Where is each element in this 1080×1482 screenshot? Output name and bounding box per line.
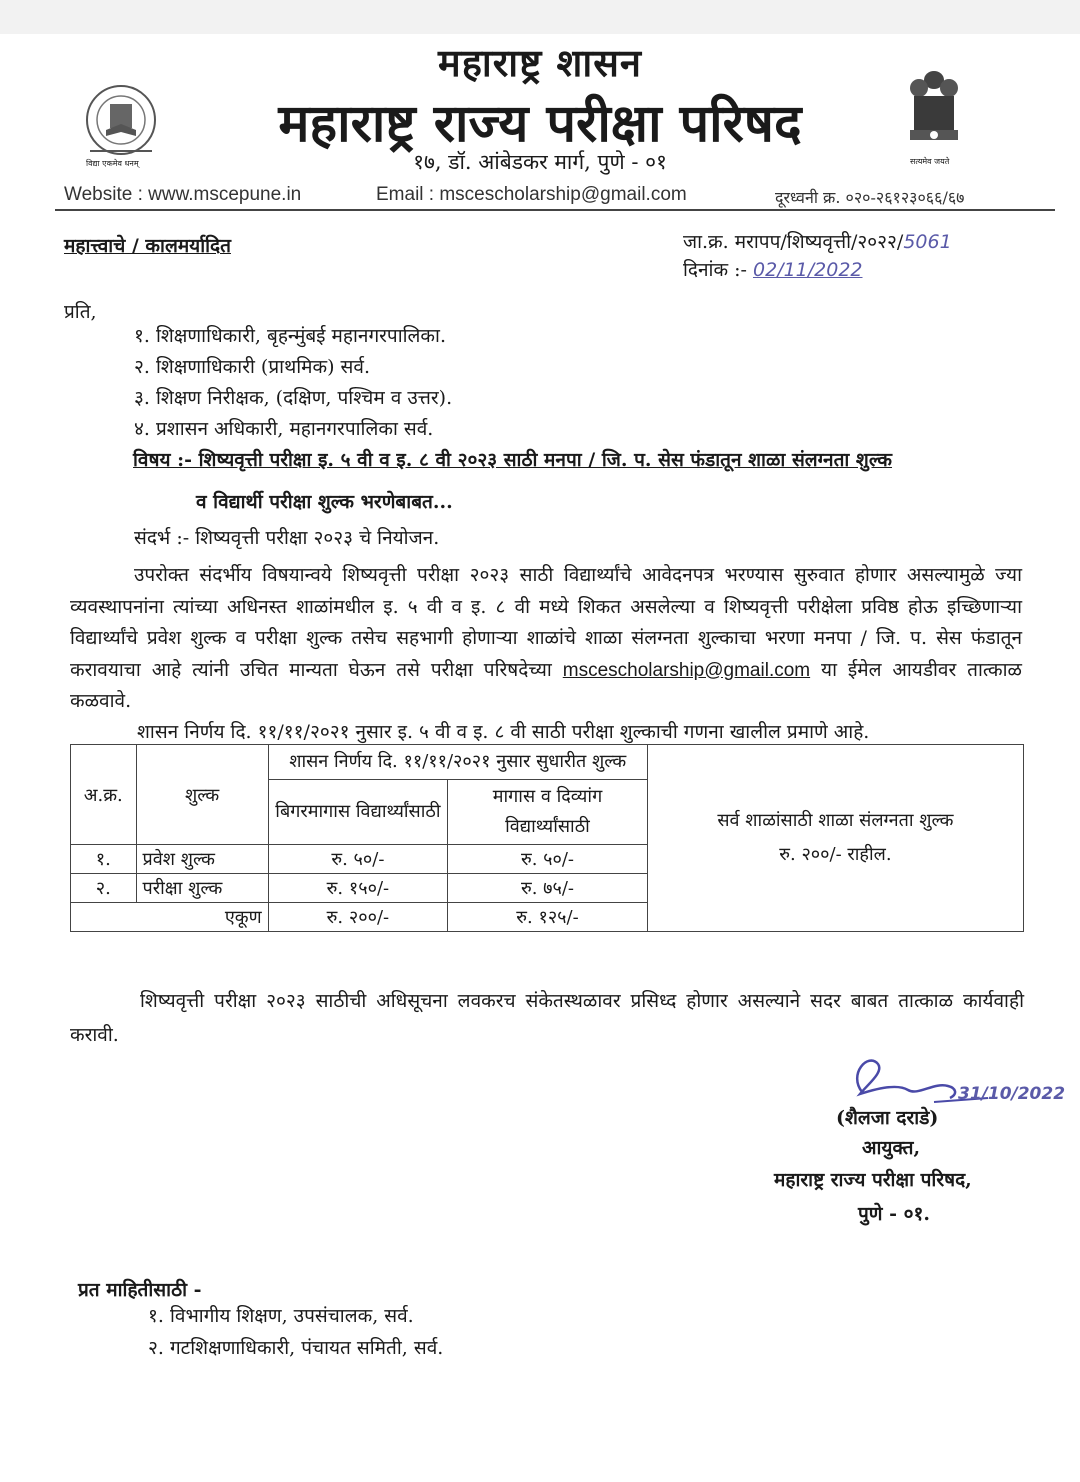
body-text: उपरोक्त संदर्भीय विषयान्वये शिष्यवृत्ती परीक्षा २०२३ साठी विद्यार्थ्यांचे आवेदनपत्र भरण्यास सुरुवात होणार असल्यामुळे ज्या व्यवस्थापनांना त्यांच्या अधिनस्त शाळांमधील इ. ५ वी व इ. ८ वी मध्ये शिकत असलेल्या व शिष्यवृत्ती परीक्षेला प्रविष्ठ होऊ इच्छिणाऱ्या विद्यार्थ्यांचे प्रवेश शुल्क व परीक्षा शुल्क तसेच सहभागी होणाऱ्या शाळांचे शाळा संलग्नता शुल्काचा भरणा मनपा / जि. प. सेस फंडातून करावयाचा आहे त्यांनी उचित मान्यता घेऊन तसे परीक्षा परिषदेच्या bbox=[70, 564, 1022, 681]
copy-item: १. विभागीय शिक्षण, उपसंचालक, सर्व. bbox=[148, 1305, 414, 1327]
copy-to-label: प्रत माहितीसाठी - bbox=[78, 1279, 202, 1301]
header-reserved-category: मागास व दिव्यांग विद्यार्थ्यांसाठी bbox=[448, 780, 648, 845]
subject-line: विषय :- शिष्यवृत्ती परीक्षा इ. ५ वी व इ. ८ वी २०२३ साठी मनपा / जि. प. सेस फंडातून शाळा संलग्नता शुल्क bbox=[133, 449, 893, 471]
row-reserved: रु. ७५/- bbox=[448, 874, 648, 903]
phone-text: दूरध्वनी क्र. ०२०-२६१२३०६६/६७ bbox=[775, 188, 965, 207]
top-band bbox=[0, 0, 1080, 34]
signatory-city: पुणे - ०१. bbox=[858, 1203, 931, 1225]
copy-item: २. गटशिक्षणाधिकारी, पंचायत समिती, सर्व. bbox=[148, 1337, 444, 1359]
total-open: रु. २००/- bbox=[268, 903, 448, 932]
government-title: महाराष्ट्र शासन bbox=[437, 41, 642, 85]
subject-line-continued: व विद्यार्थी परीक्षा शुल्क भरणेबाबत... bbox=[196, 491, 453, 513]
row-sr: २. bbox=[71, 874, 137, 903]
header-fee: शुल्क bbox=[136, 745, 268, 845]
reference-number bbox=[683, 228, 952, 254]
total-label: एकूण bbox=[71, 903, 269, 932]
row-fee: परीक्षा शुल्क bbox=[136, 874, 268, 903]
date-label: दिनांक :- bbox=[683, 259, 747, 281]
header-revised-fee: शासन निर्णय दि. ११/११/२०२१ नुसार सुधारीत शुल्क bbox=[268, 745, 647, 780]
reference-line: संदर्भ :- शिष्यवृत्ती परीक्षा २०२३ चे नियोजन. bbox=[134, 527, 440, 549]
fee-table bbox=[70, 744, 1024, 932]
gr-line: शासन निर्णय दि. ११/११/२०२१ नुसार इ. ५ वी व इ. ८ वी साठी परीक्षा शुल्काची गणना खालील प्रमाणे आहे. bbox=[137, 721, 870, 743]
signatory-organization: महाराष्ट्र राज्य परीक्षा परिषद, bbox=[774, 1169, 972, 1191]
recipient-item: १. शिक्षणाधिकारी, बृहन्मुंबई महानगरपालिका. bbox=[134, 325, 446, 347]
school-affiliation-fee bbox=[647, 745, 1023, 932]
council-title: महाराष्ट्र राज्य परीक्षा परिषद bbox=[278, 94, 802, 154]
row-open: रु. १५०/- bbox=[268, 874, 448, 903]
council-logo-caption: विद्या एकमेव धनम् bbox=[86, 159, 139, 168]
letter-date bbox=[683, 256, 863, 282]
recipient-item: ३. शिक्षण निरीक्षक, (दक्षिण, पश्चिम व उत्तर). bbox=[134, 387, 453, 409]
to-label: प्रति, bbox=[64, 301, 97, 323]
total-reserved: रु. १२५/- bbox=[448, 903, 648, 932]
body-paragraph bbox=[70, 560, 1022, 718]
signature-date: 31/10/2022 bbox=[958, 1084, 1066, 1104]
school-fee-line: सर्व शाळांसाठी शाळा संलग्नता शुल्क bbox=[717, 810, 954, 831]
body-text-end: या ईमेल आयडीवर तात्काळ कळवावे. bbox=[70, 658, 1022, 712]
email-text: Email : mscescholarship@gmail.com bbox=[376, 184, 687, 205]
emblem-caption: सत्यमेव जयते bbox=[910, 157, 950, 166]
date-handwritten: 02/11/2022 bbox=[752, 259, 863, 281]
reference-handwritten: 5061 bbox=[903, 231, 952, 253]
signatory-name: (शैलजा दराडे) bbox=[836, 1107, 939, 1129]
header-divider bbox=[55, 209, 1055, 211]
council-address: १७, डॉ. आंबेडकर मार्ग, पुणे - ०१ bbox=[413, 150, 667, 174]
row-reserved: रु. ५०/- bbox=[448, 845, 648, 874]
urgency-label: महात्त्वाचे / कालमर्यादित bbox=[64, 235, 231, 257]
row-open: रु. ५०/- bbox=[268, 845, 448, 874]
website-text: Website : www.mscepune.in bbox=[64, 184, 302, 205]
recipient-item: ४. प्रशासन अधिकारी, महानगरपालिका सर्व. bbox=[134, 418, 434, 440]
closing-text: शिष्यवृत्ती परीक्षा २०२३ साठीची अधिसूचना लवकरच संकेतस्थळावर प्रसिध्द होणार असल्याने सदर बाबत तात्काळ कार्यवाही करावी. bbox=[70, 990, 1024, 1046]
recipient-item: २. शिक्षणाधिकारी (प्राथमिक) सर्व. bbox=[134, 356, 370, 378]
email-link[interactable]: mscescholarship@gmail.com bbox=[562, 659, 811, 681]
reference-label: जा.क्र. मरापप/शिष्यवृत्ती/२०२२/ bbox=[683, 231, 904, 253]
header-sr: अ.क्र. bbox=[71, 745, 137, 845]
header-open-category: बिगरमागास विद्यार्थ्यांसाठी bbox=[268, 780, 448, 845]
row-fee: प्रवेश शुल्क bbox=[136, 845, 268, 874]
row-sr: १. bbox=[71, 845, 137, 874]
closing-paragraph bbox=[70, 984, 1024, 1052]
signatory-title: आयुक्त, bbox=[862, 1137, 921, 1159]
school-fee-amount: रु. २००/- राहील. bbox=[779, 844, 892, 865]
